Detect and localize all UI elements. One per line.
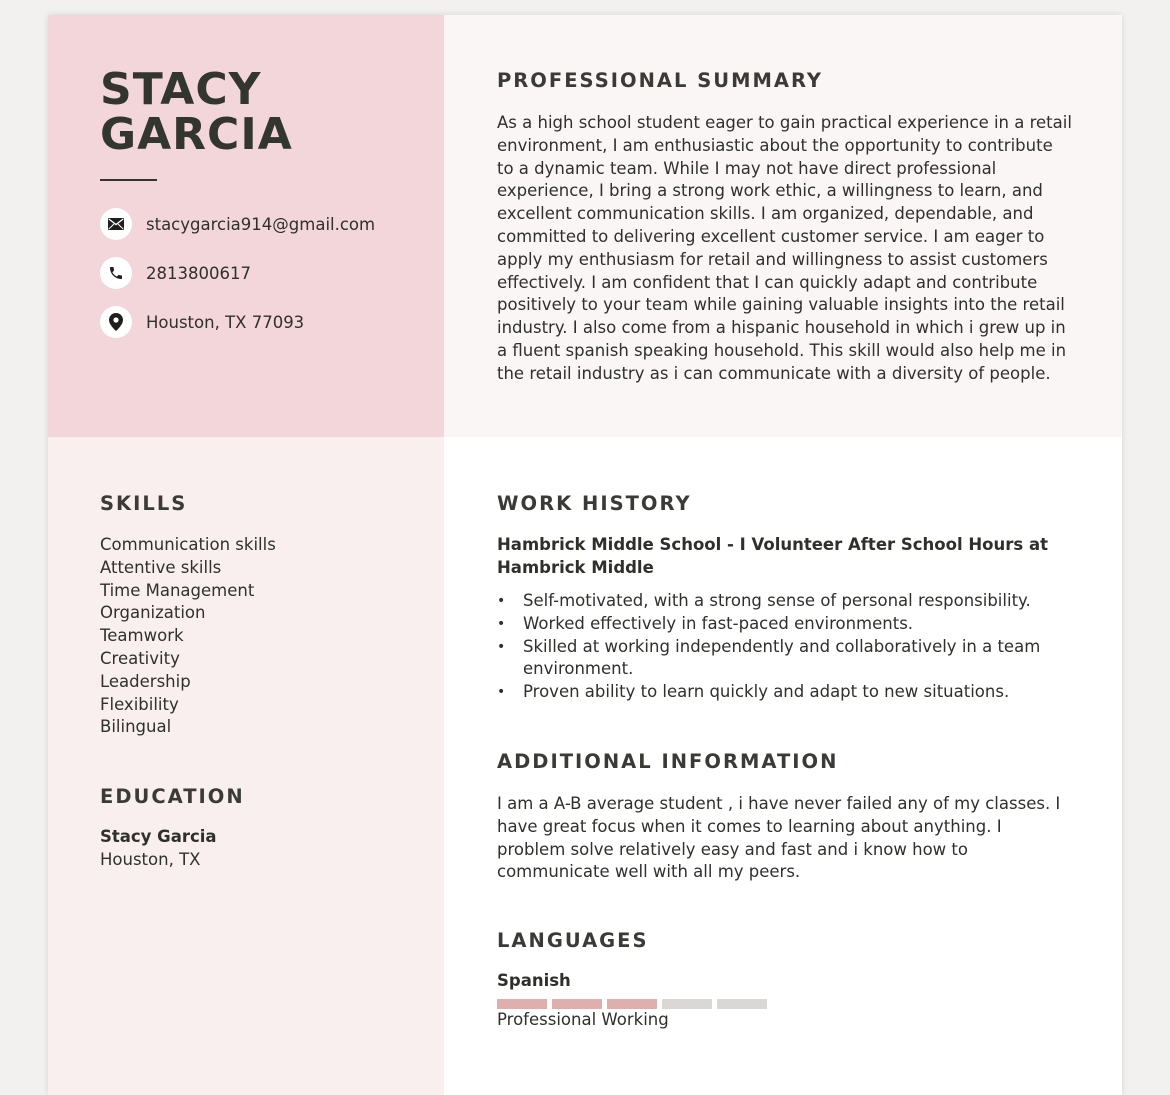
- skill-item: Creativity: [100, 648, 180, 668]
- summary-text: As a high school student eager to gain practical experience in a retail environment, I am enthusiastic about the opportunity to contribute to a dynamic team. While I may not have direct professional experience, I bring a strong work ethic, a willingness to learn, and excellent communication skills. I am organized, dependable, and committed to delivering excellent customer service. I am eager to apply my enthusiasm for retail and willingness to assist customers effectively. I am confident that I can quickly adapt and contribute positively to your team while gaining valuable insights into the retail industry. I also come from a hispanic household in which i grew up in a fluent spanish speaking household. This skill would also help me in the retail industry as i can communicate with a diversity of people.: [497, 113, 1072, 383]
- languages-title: LANGUAGES: [497, 929, 649, 952]
- skills-title: SKILLS: [100, 492, 188, 515]
- additional-info-title: ADDITIONAL INFORMATION: [497, 750, 839, 773]
- name-divider: [100, 179, 157, 181]
- proficiency-segment-empty: [717, 999, 767, 1009]
- skill-item: Bilingual: [100, 717, 172, 737]
- job-bullet: • Skilled at working independently and collaboratively in a team environment.: [497, 636, 1087, 682]
- language-name: Spanish: [497, 971, 571, 990]
- contact-email[interactable]: [100, 208, 375, 240]
- phone-icon: [100, 257, 132, 289]
- job-title: Hambrick Middle School - I Volunteer After School Hours at Hambrick Middle: [497, 535, 1048, 577]
- candidate-name: [100, 64, 293, 160]
- proficiency-segment-filled: [607, 999, 657, 1009]
- proficiency-segment-empty: [662, 999, 712, 1009]
- skill-item: Leadership: [100, 671, 191, 691]
- job-bullets: [497, 590, 1087, 704]
- language-level: Professional Working: [497, 1010, 669, 1029]
- skill-item: Communication skills: [100, 535, 276, 554]
- map-pin-icon: [100, 306, 132, 338]
- skills-list: [100, 534, 276, 739]
- contact-phone[interactable]: [100, 257, 251, 289]
- language-proficiency-bar: [497, 999, 772, 1009]
- job-bullet: • Worked effectively in fast-paced environments.: [497, 613, 1087, 636]
- last-name: GARCIA: [100, 109, 293, 160]
- education-title: EDUCATION: [100, 785, 245, 808]
- skill-item: Organization: [100, 603, 206, 623]
- summary-title: PROFESSIONAL SUMMARY: [497, 69, 824, 92]
- email-text: stacygarcia914@gmail.com: [146, 214, 376, 234]
- first-name: STACY: [100, 64, 262, 115]
- phone-text: 2813800617: [146, 263, 251, 283]
- proficiency-segment-filled: [497, 999, 547, 1009]
- resume-page: [48, 15, 1122, 1095]
- additional-info-text: I am a A-B average student , i have never failed any of my classes. I have great focus when it comes to learning about anything. I problem solve relatively easy and fast and i know how to communicate well with all my peers.: [497, 794, 1061, 882]
- skill-item: Teamwork: [100, 626, 184, 646]
- proficiency-segment-filled: [552, 999, 602, 1009]
- skill-item: Attentive skills: [100, 557, 222, 577]
- skill-item: Time Management: [100, 580, 255, 600]
- education-location: Houston, TX: [100, 850, 201, 869]
- work-history-title: WORK HISTORY: [497, 492, 692, 515]
- skill-item: Flexibility: [100, 694, 179, 714]
- job-bullet: • Proven ability to learn quickly and adapt to new situations.: [497, 681, 1087, 704]
- education-name: Stacy Garcia: [100, 827, 217, 846]
- envelope-icon: [100, 208, 132, 240]
- job-bullet: • Self-motivated, with a strong sense of personal responsibility.: [497, 590, 1087, 613]
- location-text: Houston, TX 77093: [146, 312, 305, 332]
- contact-location: [100, 306, 304, 338]
